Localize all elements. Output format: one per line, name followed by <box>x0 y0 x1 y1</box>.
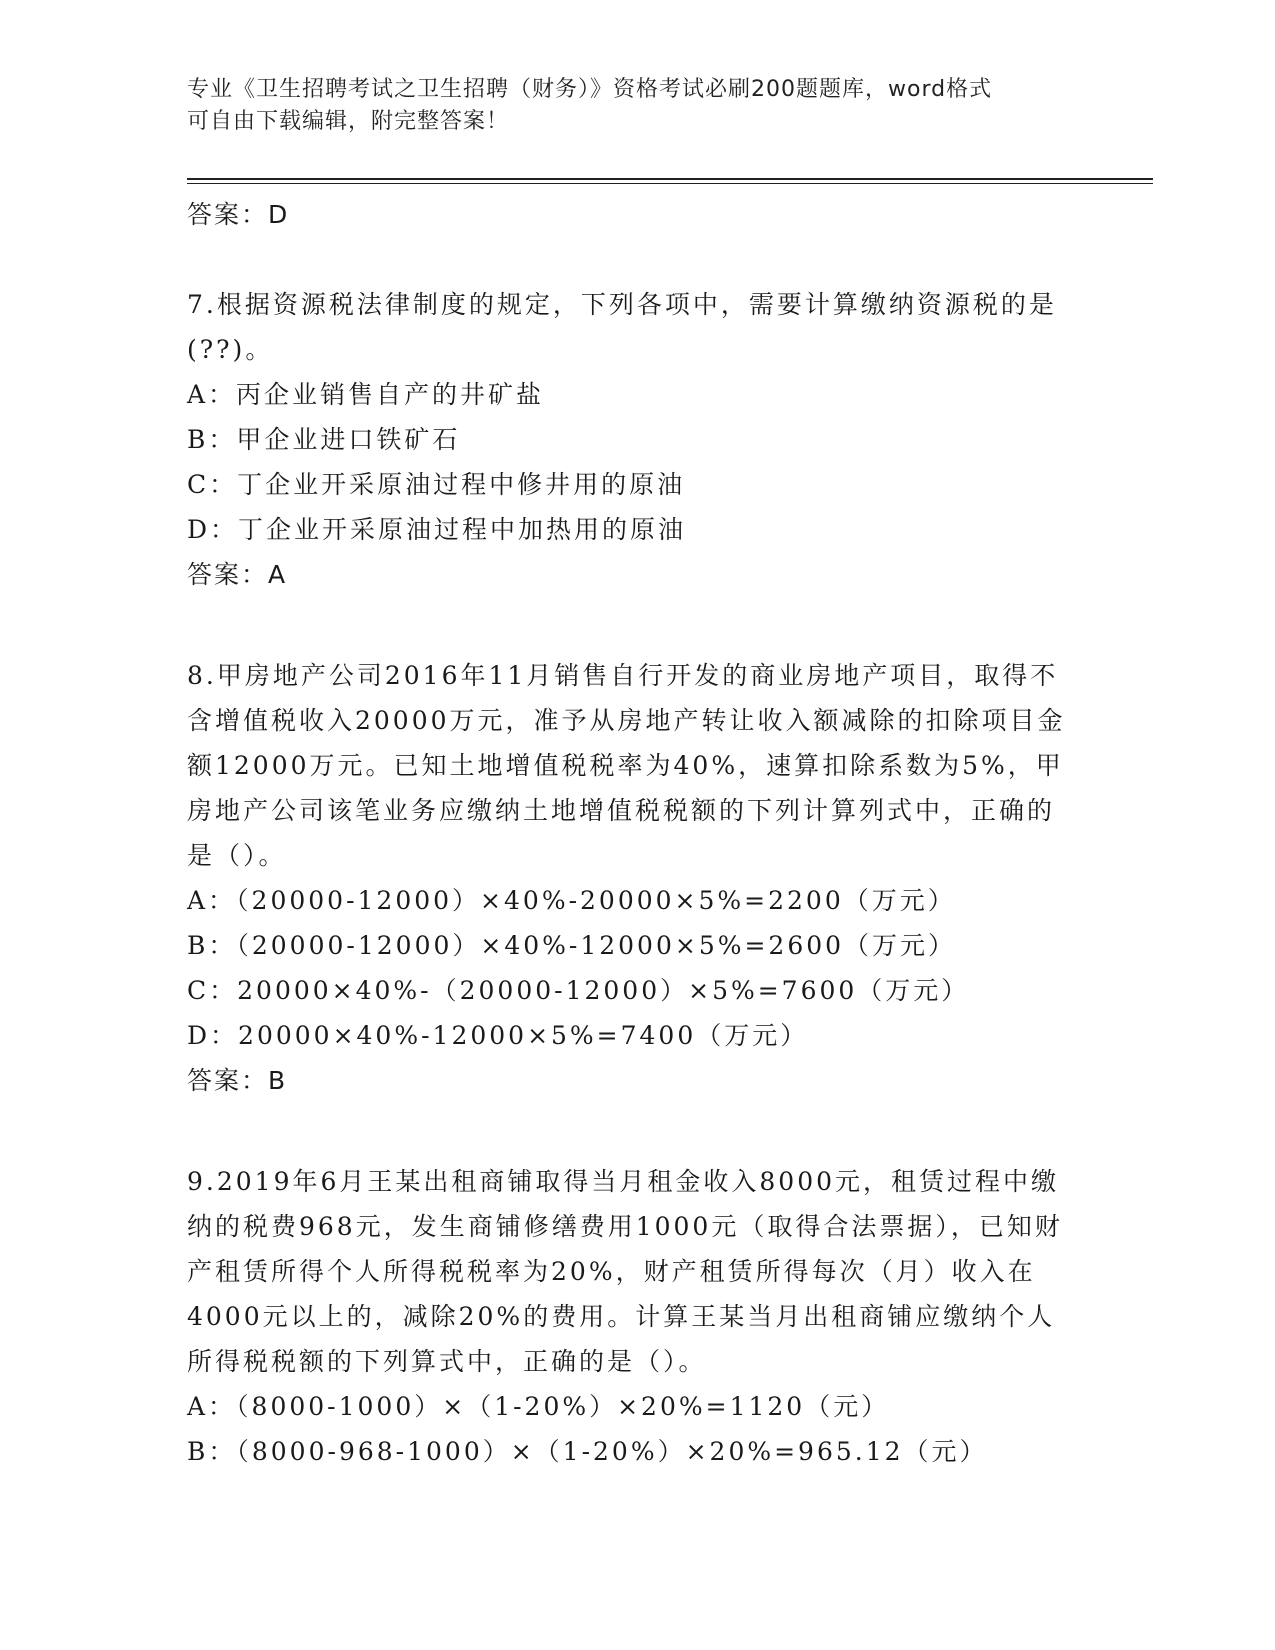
question-stem: 9.2019年6月王某出租商铺取得当月租金收入8000元，租赁过程中缴纳的税费968元，发生商铺修缮费用1000元（取得合法票据），已知财产租赁所得个人所得税税率为20%，财产租赁所得每次（月）收入在4000元以上的，减除20%的费用。计算王某当月出租商铺应缴纳个人所得税税额的下列算式中，正确的是（）。 <box>187 1167 1063 1376</box>
option-d: D：20000×40%-12000×5%=7400（万元） <box>187 1021 809 1050</box>
previous-answer: 答案：D <box>187 200 290 229</box>
document-body <box>187 192 1087 1474</box>
question-stem: 7.根据资源税法律制度的规定，下列各项中，需要计算缴纳资源税的是(??)。 <box>187 290 1057 364</box>
header-rule-thin <box>187 183 1153 184</box>
document-header <box>187 74 1087 138</box>
option-d: D：丁企业开采原油过程中加热用的原油 <box>187 515 687 544</box>
header-line-2: 可自由下载编辑，附完整答案！ <box>187 109 510 134</box>
option-b: B：（20000-12000）×40%-12000×5%=2600（万元） <box>187 931 957 960</box>
question-7 <box>187 282 1087 597</box>
option-b: B：（8000-968-1000）×（1-20%）×20%=965.12（元） <box>187 1437 988 1466</box>
option-a: A：（8000-1000）×（1-20%）×20%=1120（元） <box>187 1392 890 1421</box>
question-stem: 8.甲房地产公司2016年11月销售自行开发的商业房地产项目，取得不含增值税收入20000万元，准予从房地产转让收入额减除的扣除项目金额12000万元。已知土地增值税税率为40%，速算扣除系数为5%，甲房地产公司该笔业务应缴纳土地增值税税额的下列计算列式中，正确的是（）。 <box>187 661 1066 870</box>
option-c: C：丁企业开采原油过程中修井用的原油 <box>187 470 686 499</box>
header-line-1: 专业《卫生招聘考试之卫生招聘（财务）》资格考试必刷200题题库，word格式 <box>187 77 993 102</box>
header-rule-thick <box>187 178 1153 180</box>
option-a: A：（20000-12000）×40%-20000×5%=2200（万元） <box>187 886 956 915</box>
question-answer: 答案：B <box>187 1066 288 1095</box>
option-a: A：丙企业销售自产的井矿盐 <box>187 380 545 409</box>
option-c: C：20000×40%-（20000-12000）×5%=7600（万元） <box>187 976 970 1005</box>
option-b: B：甲企业进口铁矿石 <box>187 425 461 454</box>
question-answer: 答案：A <box>187 560 288 589</box>
question-8 <box>187 653 1087 1103</box>
question-9 <box>187 1159 1087 1474</box>
